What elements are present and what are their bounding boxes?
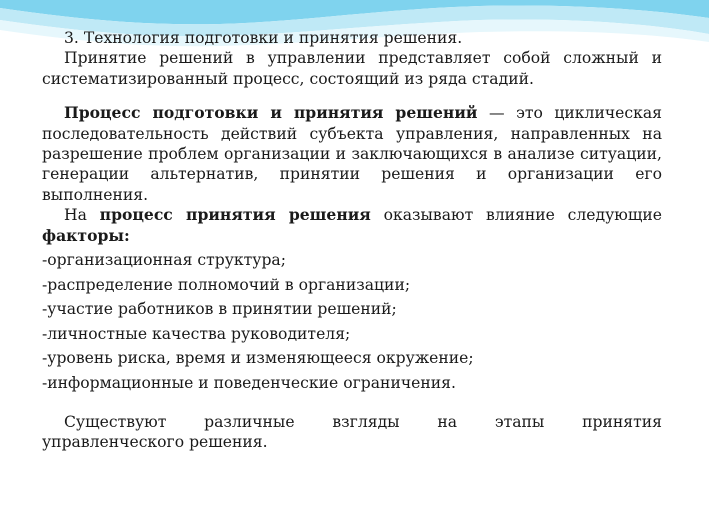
paragraph-factors-intro bbox=[42, 205, 662, 246]
list-item: -информационные и поведенческие ограничения. bbox=[42, 374, 456, 393]
paragraph-definition bbox=[42, 103, 662, 205]
factors-list bbox=[42, 248, 662, 396]
factors-intro-text-2: оказывают влияние следующие bbox=[370, 206, 662, 225]
factors-label: факторы: bbox=[42, 225, 130, 245]
section-heading: 3. Технология подготовки и принятия решения. bbox=[64, 29, 463, 47]
definition-text: — это циклическая последовательность действий субъекта управления, направленных на разрешение проблем организации и заключающихся в анализе ситуации, генерации альтернатив, принятии решения и организации его выполнения. bbox=[42, 104, 662, 204]
list-item: -организационная структура; bbox=[42, 251, 286, 270]
list-item: -участие работников в принятии решений; bbox=[42, 300, 397, 319]
definition-term: Процесс подготовки и принятия решений bbox=[64, 103, 478, 123]
list-item: -уровень риска, время и изменяющееся окружение; bbox=[42, 349, 474, 368]
paragraph-stages-line2: управленческого решения. bbox=[42, 433, 268, 452]
factors-term: процесс принятия решения bbox=[99, 205, 371, 225]
document-body bbox=[42, 28, 662, 452]
list-item: -личностные качества руководителя; bbox=[42, 324, 351, 343]
list-item: -распределение полномочий в организации; bbox=[42, 275, 411, 294]
paragraph-stages-line1: Существуют различные взгляды на этапы принятия bbox=[64, 412, 662, 431]
factors-intro-text: На bbox=[64, 206, 100, 225]
paragraph-intro: Принятие решений в управлении представляет собой сложный и систематизированный процесс, состоящий из ряда стадий. bbox=[42, 49, 662, 88]
